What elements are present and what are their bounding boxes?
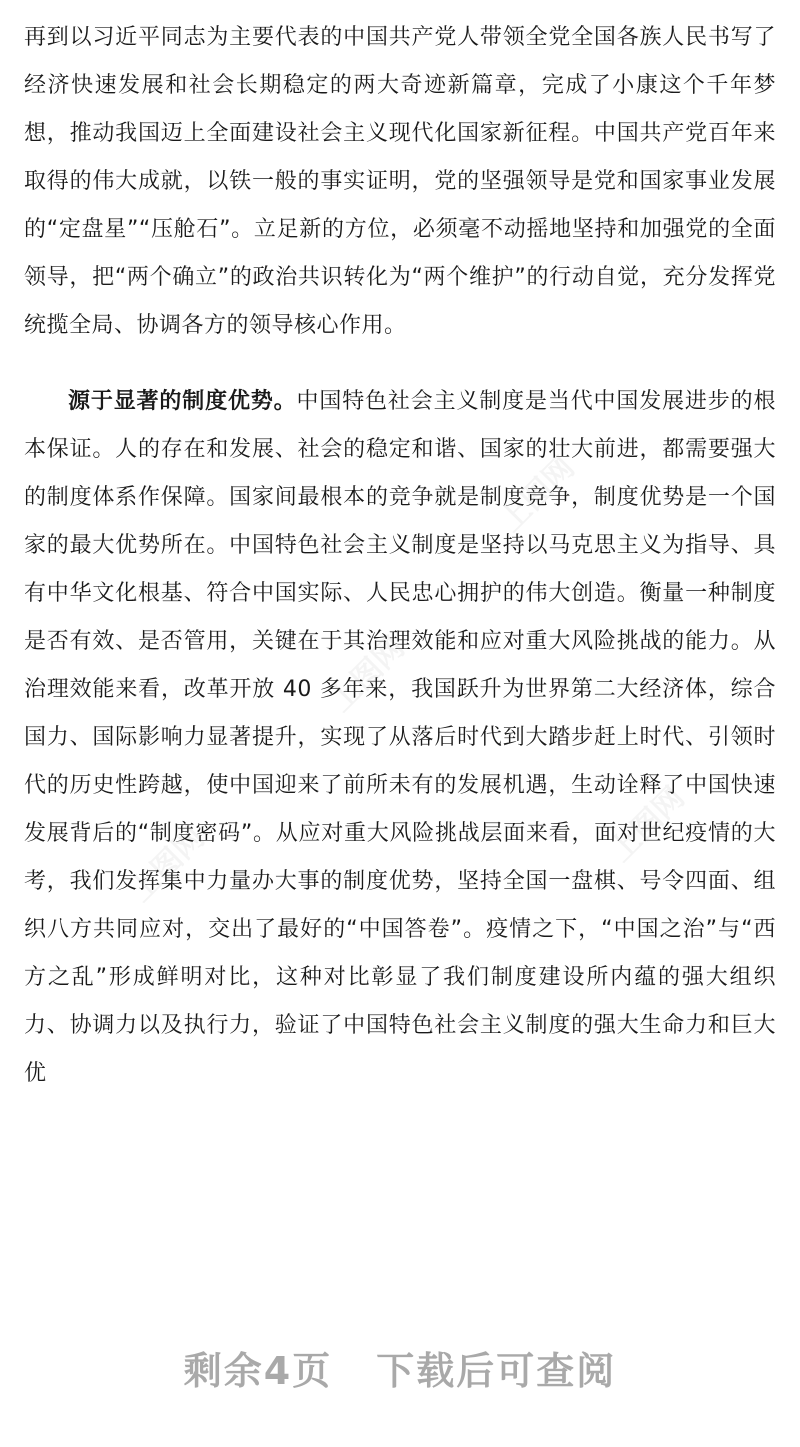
document-body (24, 14, 776, 1098)
watermark-logo: 上图网 (493, 450, 582, 539)
remaining-pages-label: 剩余4页 (183, 1349, 333, 1393)
download-to-view-label: 下载后可查阅 (376, 1349, 617, 1393)
watermark-logo: 上图网 (123, 820, 212, 909)
paragraph-party-leadership: 再到以习近平同志为主要代表的中国共产党人带领全党全国各族人民书写了经济快速发展和社会长期稳定的两大奇迹新篇章，完成了小康这个千年梦想，推动我国迈上全面建设社会主义现代化国家新征程。中国共产党百年来取得的伟大成就，以铁一般的事实证明，党的坚强领导是党和国家事业发展的“定盘星”“压舱石”。立足新的方位，必须毫不动摇地坚持和加强党的全面领导，把“两个确立”的政治共识转化为“两个维护”的行动自觉，充分发挥党统揽全局、协调各方的领导核心作用。 (24, 25, 776, 338)
paragraph-lead-heading: 源于显著的制度优势。 (68, 389, 297, 414)
paragraph-institutional-advantage (24, 378, 776, 1098)
paragraph-body-text: 中国特色社会主义制度是当代中国发展进步的根本保证。人的存在和发展、社会的稳定和谐、国家的壮大前进，都需要强大的制度体系作保障。国家间最根本的竞争就是制度竞争，制度优势是一个国家的最大优势所在。中国特色社会主义制度是坚持以马克思主义为指导、具有中华文化根基、符合中国实际、人民忠心拥护的伟大创造。衡量一种制度是否有效、是否管用，关键在于其治理效能和应对重大风险挑战的能力。从治理效能来看，改革开放 40 多年来，我国跃升为世界第二大经济体，综合国力、国际影响力显著提升，实现了从落后时代到大踏步赶上时代、引领时代的历史性跨越，使中国迎来了前所未有的发展机遇，生动诠释了中国快速发展背后的“制度密码”。从应对重大风险挑战层面来看，面对世纪疫情的大考，我们发挥集中力量办大事的制度优势，坚持全国一盘棋、号令四面、组织八方共同应对，交出了最好的“中国答卷”。疫情之下，“中国之治”与“西方之乱”形成鲜明对比，这种对比彰显了我们制度建设所内蕴的强大组织力、协调力以及执行力，验证了中国特色社会主义制度的强大生命力和巨大优 (24, 389, 776, 1086)
download-prompt[interactable] (0, 1340, 800, 1395)
watermark-logo: 上图网 (603, 780, 692, 869)
watermark-logo: 上图网 (323, 630, 412, 719)
